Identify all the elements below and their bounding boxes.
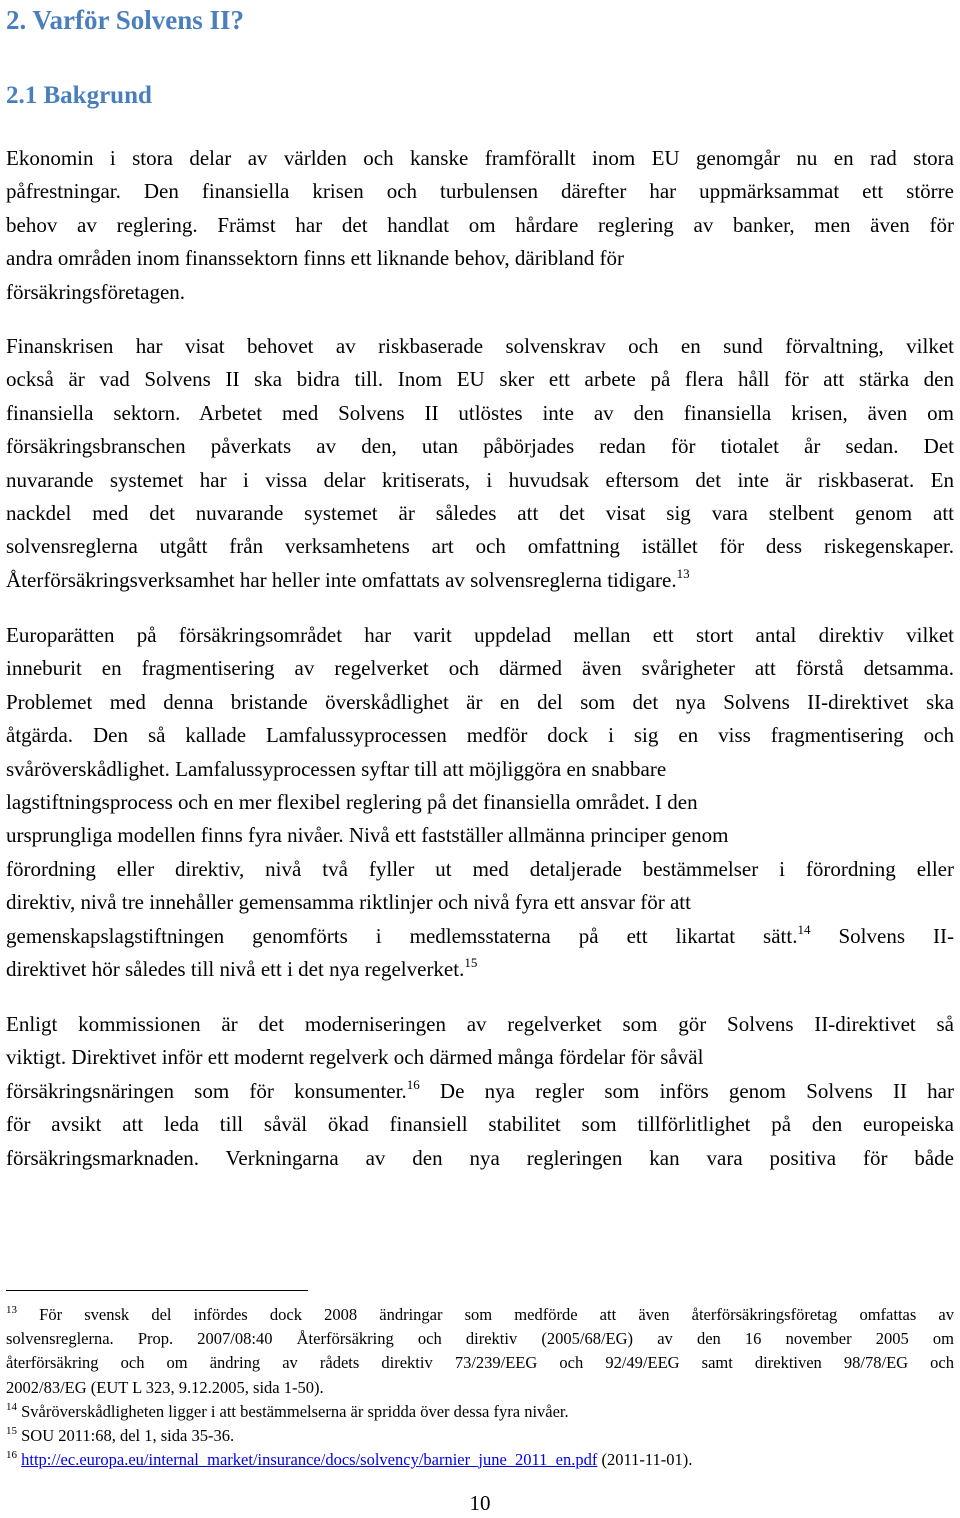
line-text: Återförsäkringsverksamhet har heller inte omfattats av solvensreglerna tidigare. — [6, 567, 677, 592]
footnote-text: solvensreglerna. Prop. 2007/08:40 Återförsäkring och direktiv (2005/68/EG) av den 16 november 2005 om — [6, 1329, 954, 1349]
subsection-heading: 2.1 Bakgrund — [6, 82, 152, 109]
text-line — [6, 753, 954, 786]
text-line — [6, 1075, 954, 1108]
text-line — [6, 242, 954, 275]
text-line — [6, 530, 954, 563]
line-text: för avsikt att leda till såväl ökad finansiell stabilitet som tillförlitlighet på den europeiska — [6, 1112, 954, 1137]
line-text-after: De nya regler som införs genom Solvens II har — [419, 1078, 954, 1103]
text-line — [6, 786, 954, 819]
text-line — [6, 464, 954, 497]
footnote-number: 14 — [6, 1400, 17, 1413]
footnote-line — [6, 1351, 954, 1375]
text-line — [6, 953, 954, 986]
line-text: svåröverskådlighet. Lamfalussyprocessen syftar till att möjliggöra en snabbare — [6, 756, 667, 781]
line-text: försäkringsnäringen som för konsumenter. — [6, 1078, 407, 1103]
paragraph — [6, 1008, 954, 1175]
line-text: solvensreglerna utgått från verksamhetens art och omfattning istället för dess riskegenskaper. — [6, 534, 954, 559]
text-line — [6, 886, 954, 919]
text-line — [6, 276, 954, 309]
footnote-line — [6, 1303, 954, 1327]
text-line — [6, 719, 954, 752]
footnote-line — [6, 1400, 954, 1424]
footnote-number: 13 — [6, 1304, 17, 1316]
footnote-text: SOU 2011:68, del 1, sida 35-36. — [21, 1425, 235, 1445]
paragraph — [6, 330, 954, 597]
footnotes — [6, 1303, 954, 1472]
line-text: direktivet hör således till nivå ett i det nya regelverket. — [6, 956, 465, 981]
line-text: viktigt. Direktivet inför ett modernt regelverk och därmed många fördelar för såväl — [6, 1045, 704, 1070]
footnote-line — [6, 1448, 954, 1472]
footnote-line — [6, 1376, 954, 1400]
line-text: finansiella sektorn. Arbetet med Solvens II utlöstes inte av den finansiella krisen, även om — [6, 400, 954, 425]
line-text-after: Solvens II- — [810, 923, 954, 948]
text-line — [6, 175, 954, 208]
line-text: Europarätten på försäkringsområdet har varit uppdelad mellan ett stort antal direktiv vilket — [6, 623, 954, 647]
footnote-link[interactable]: http://ec.europa.eu/internal_market/insurance/docs/solvency/barnier_june_2011_en.pdf — [21, 1450, 598, 1470]
text-line — [6, 564, 954, 597]
text-line — [6, 1108, 954, 1141]
text-line — [6, 1041, 954, 1074]
section-heading: 2. Varför Solvens II? — [6, 5, 245, 35]
footnote-ref[interactable]: 14 — [797, 921, 811, 937]
line-text: ursprungliga modellen finns fyra nivåer. Nivå ett fastställer allmänna principer genom — [6, 823, 729, 848]
line-text: Enligt kommissionen är det moderniseringen av regelverket som gör Solvens II-direktivet så — [6, 1012, 954, 1036]
footnote-line — [6, 1424, 954, 1448]
line-text: Problemet med denna bristande överskådlighet är en del som det nya Solvens II-direktivet ska — [6, 689, 954, 714]
text-line — [6, 853, 954, 886]
text-line — [6, 686, 954, 719]
line-text: påfrestningar. Den finansiella krisen och turbulensen därefter har uppmärksammat ett större — [6, 179, 954, 204]
paragraph — [6, 142, 954, 309]
line-text: behov av reglering. Främst har det handlat om hårdare reglering av banker, men även för — [6, 212, 954, 237]
footnote-ref[interactable]: 13 — [676, 565, 690, 581]
line-text: Ekonomin i stora delar av världen och kanske framförallt inom EU genomgår nu en rad stora — [6, 146, 954, 170]
footnote-line — [6, 1327, 954, 1351]
line-text: åtgärda. Den så kallade Lamfalussyprocessen medför dock i sig en viss fragmentisering och — [6, 723, 954, 748]
text-line — [6, 652, 954, 685]
line-text: gemenskapslagstiftningen genomförts i medlemsstaterna på ett likartat sätt. — [6, 923, 798, 948]
text-line — [6, 819, 954, 852]
line-text: direktiv, nivå tre innehåller gemensamma riktlinjer och nivå fyra ett ansvar för att — [6, 890, 691, 915]
text-line — [6, 1142, 954, 1175]
page-number: 10 — [469, 1491, 491, 1515]
text-line — [6, 209, 954, 242]
line-text: nuvarande systemet har i vissa delar kritiserats, i huvudsak eftersom det inte är riskbaserat. En — [6, 467, 954, 492]
text-line — [6, 920, 954, 953]
text-line — [6, 1008, 954, 1041]
footnote-ref[interactable]: 16 — [406, 1076, 420, 1092]
text-line — [6, 330, 954, 363]
line-text: försäkringsbranschen påverkats av den, utan påbörjades redan för tiotalet år sedan. Det — [6, 434, 954, 459]
line-text: lagstiftningsprocess och en mer flexibel reglering på det finansiella området. I den — [6, 789, 698, 814]
footnote-text: 2002/83/EG (EUT L 323, 9.12.2005, sida 1-50). — [6, 1377, 324, 1397]
line-text: Finanskrisen har visat behovet av riskbaserade solvenskrav och en sund förvaltning, vilket — [6, 334, 954, 358]
paragraph — [6, 619, 954, 986]
footnote-text: För svensk del infördes dock 2008 ändringar som medförde att även återförsäkringsföretag omfattas av — [39, 1305, 955, 1324]
text-line — [6, 430, 954, 463]
footnote-ref[interactable]: 15 — [464, 954, 478, 970]
text-line — [6, 142, 954, 175]
text-line — [6, 397, 954, 430]
text-line — [6, 619, 954, 652]
footnote-number: 15 — [6, 1424, 17, 1437]
line-text: nackdel med det nuvarande systemet är således att det visat sig vara stelbent genom att — [6, 500, 954, 525]
footnote-text-after: (2011-11-01). — [597, 1450, 693, 1470]
line-text: inneburit en fragmentisering av regelverket och därmed även svårigheter att förstå detsamma. — [6, 656, 954, 681]
text-line — [6, 497, 954, 530]
line-text: försäkringsmarknaden. Verkningarna av den nya regleringen kan vara positiva för både — [6, 1145, 954, 1170]
footnote-number: 16 — [6, 1449, 17, 1462]
line-text: förordning eller direktiv, nivå två fyller ut med detaljerade bestämmelser i förordning eller — [6, 856, 954, 881]
footnote-text: Svåröverskådligheten ligger i att bestämmelserna är spridda över dessa fyra nivåer. — [21, 1401, 569, 1421]
line-text: försäkringsföretagen. — [6, 279, 186, 304]
line-text: också är vad Solvens II ska bidra till. Inom EU sker ett arbete på flera håll för att stärka den — [6, 367, 954, 392]
line-text: andra områden inom finanssektorn finns ett liknande behov, däribland för — [6, 246, 624, 271]
text-line — [6, 363, 954, 396]
footnote-separator — [6, 1290, 308, 1291]
footnote-text: återförsäkring och om ändring av rådets direktiv 73/239/EEG och 92/49/EEG samt direktiven 98/78/EG och — [6, 1353, 954, 1373]
